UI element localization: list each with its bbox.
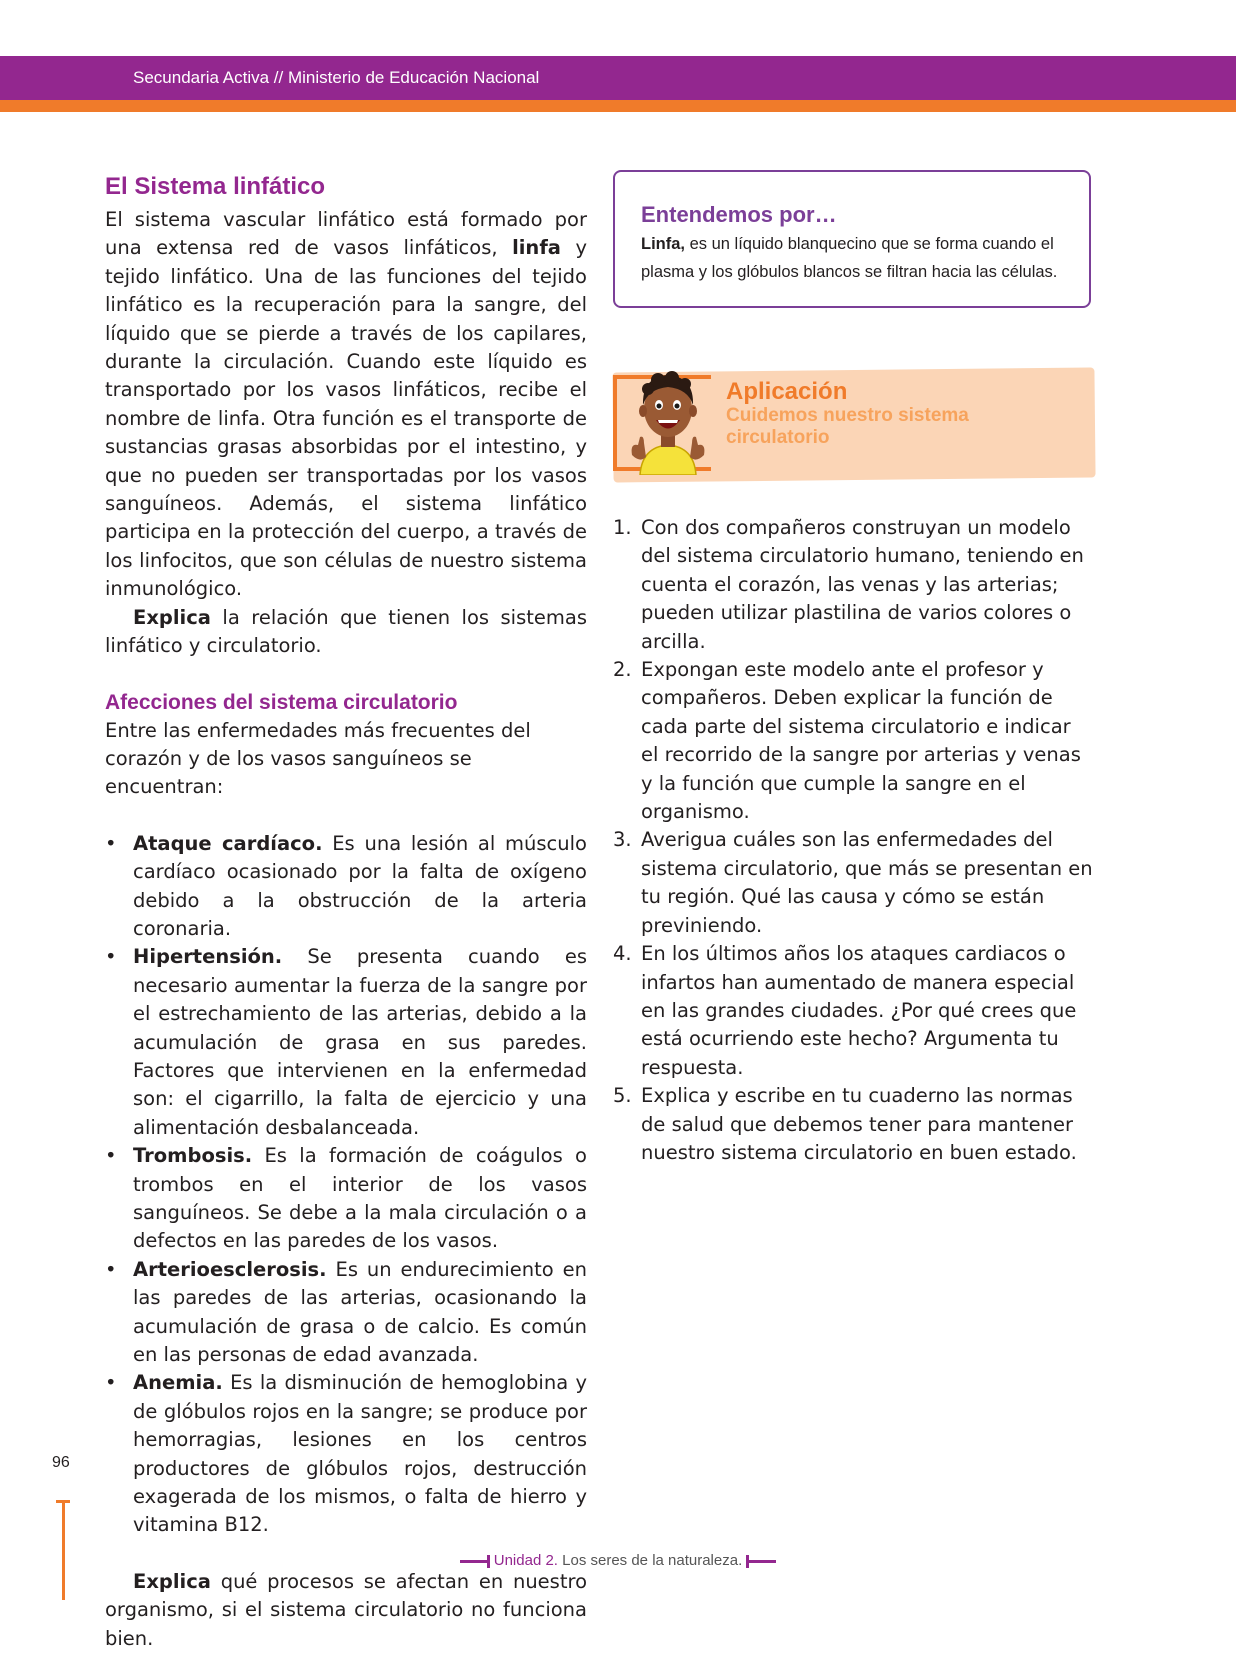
disease-description: Es un endurecimiento en las paredes de las arterias, ocasionando la acumulación de grasa o de calcio. Es común en las personas de edad avanzada.	[133, 1257, 587, 1367]
footer-left-rule	[460, 1560, 490, 1563]
intro-text-1: El sistema vascular linfático está formado por una extensa red de vasos linfáticos,	[105, 208, 587, 260]
explica-label-1: Explica	[133, 605, 211, 629]
intro-paragraph	[105, 206, 587, 604]
disease-term: Ataque cardíaco.	[133, 831, 323, 855]
item-text: En los últimos años los ataques cardiacos o infartos han aumentado de manera especial en las grandes ciudades. ¿Por qué crees que está ocurriendo este hecho? Argumenta tu respuesta.	[641, 942, 1077, 1079]
item-number: 5.	[613, 1084, 632, 1108]
disease-term: Arterioesclerosis.	[133, 1257, 327, 1281]
item-number: 2.	[613, 658, 632, 682]
explica-label-2: Explica	[133, 1569, 211, 1593]
afecciones-intro: Entre las enfermedades más frecuentes del corazón y de los vasos sanguíneos se encuentran:	[105, 718, 531, 799]
bullet-icon: •	[105, 1144, 117, 1168]
list-item	[613, 656, 1093, 826]
definition-text	[641, 230, 1063, 286]
item-number: 3.	[613, 828, 632, 852]
disease-description: Se presenta cuando es necesario aumentar la fuerza de la sangre por el estrechamiento de las arterias, debido a la acumulación de grasa en sus paredes. Factores que intervienen en la enfermedad son: el cigarrillo, la falta de ejercicio y una alimentación desbalanceada.	[133, 945, 587, 1139]
footer-unit-label: Unidad 2.	[493, 1552, 558, 1569]
footer-right-rule	[746, 1560, 776, 1563]
list-item	[105, 943, 587, 1142]
disease-list	[105, 830, 587, 1540]
header-title: Secundaria Activa // Ministerio de Educación Nacional	[133, 68, 540, 87]
item-number: 1.	[613, 516, 632, 539]
disease-term: Hipertensión.	[133, 945, 283, 969]
list-item	[105, 830, 587, 944]
definition-term: Linfa,	[641, 235, 685, 253]
student-character-icon	[628, 365, 708, 475]
item-text: Expongan este modelo ante el profesor y compañeros. Deben explicar la función de cada parte del sistema circulatorio e indicar el recorrido de la sangre por arterias y venas y la función que cumple la sangre en el organismo.	[641, 658, 1081, 824]
afecciones-heading: Afecciones del sistema circulatorio	[105, 690, 458, 714]
list-item	[613, 514, 1093, 656]
disease-term: Trombosis.	[133, 1144, 253, 1168]
disease-description: Es una lesión al músculo cardíaco ocasionado por la falta de oxígeno debido a la obstrucción de la arteria coronaria.	[133, 831, 587, 940]
explica-paragraph-2	[105, 1568, 587, 1653]
bullet-icon: •	[105, 1257, 117, 1281]
left-column	[105, 172, 587, 1653]
bullet-icon: •	[105, 945, 117, 969]
explica-paragraph-1	[105, 604, 587, 661]
list-item	[613, 940, 1093, 1082]
list-item	[105, 1369, 587, 1539]
item-text: Con dos compañeros construyan un modelo del sistema circulatorio humano, teniendo en cuenta el corazón, las venas y las arterias; pueden utilizar plastilina de varios colores o arcilla.	[641, 516, 1084, 653]
explica-text-2: qué procesos se afectan en nuestro organismo, si el sistema circulatorio no funciona bien.	[105, 1569, 587, 1650]
definition-box	[613, 170, 1091, 308]
item-number: 4.	[613, 942, 632, 966]
disease-description: Es la formación de coágulos o trombos en el interior de los vasos sanguíneos. Se debe a la mala circulación o a defectos en las paredes de los vasos.	[133, 1144, 587, 1253]
disease-term: Anemia.	[133, 1371, 223, 1395]
page-number: 96	[52, 1454, 70, 1471]
margin-line	[62, 1500, 65, 1600]
activity-list	[613, 514, 1093, 1167]
footer-unit-title: Los seres de la naturaleza.	[557, 1552, 743, 1569]
bullet-icon: •	[105, 1371, 117, 1395]
list-item	[613, 1082, 1093, 1167]
disease-description: Es la disminución de hemoglobina y de glóbulos rojos en la sangre; se produce por hemorragias, lesiones en los centros productores de glóbulos rojos, destrucción exagerada de los mismos, o falta de hierro y vitamina B12.	[133, 1371, 587, 1537]
definition-title: Entendemos por…	[641, 202, 837, 227]
item-text: Explica y escribe en tu cuaderno las normas de salud que debemos tener para mantener nuestro sistema circulatorio en buen estado.	[641, 1084, 1077, 1164]
list-item	[613, 826, 1093, 940]
intro-bold-term: linfa	[512, 236, 561, 260]
item-text: Averigua cuáles son las enfermedades del sistema circulatorio, que más se presentan en tu región. Qué las causa y cómo se están previniendo.	[641, 828, 1093, 937]
list-item	[105, 1256, 587, 1370]
intro-text-2: y tejido linfático. Una de las funciones del tejido linfático es la recuperación para la sangre, del líquido que se pierde a través de los capilares, durante la circulación. Cuando este líquido es transportado por los vasos linfáticos, recibe el nombre de linfa. Otra función es el transporte de sustancias grasas absorbidas por el intestino, y que no pueden ser transportadas por los vasos sanguíneos. Además, el sistema linfático participa en la protección del cuerpo, a través de los linfocitos, que son células de nuestro sistema inmunológico.	[105, 236, 587, 601]
footer	[0, 1552, 1236, 1569]
application-subtitle: Cuidemos nuestro sistema circulatorio	[726, 405, 969, 448]
header-stripe	[0, 100, 1236, 112]
explica-text-1: la relación que tienen los sistemas linfático y circulatorio.	[105, 605, 587, 658]
application-title: Aplicación	[726, 378, 848, 405]
list-item	[105, 1142, 587, 1256]
section-heading: El Sistema linfático	[105, 173, 326, 200]
bullet-icon: •	[105, 831, 117, 855]
right-column	[613, 514, 1093, 1167]
definition-body: es un líquido blanquecino que se forma cuando el plasma y los glóbulos blancos se filtran hacia las células.	[641, 235, 1058, 281]
